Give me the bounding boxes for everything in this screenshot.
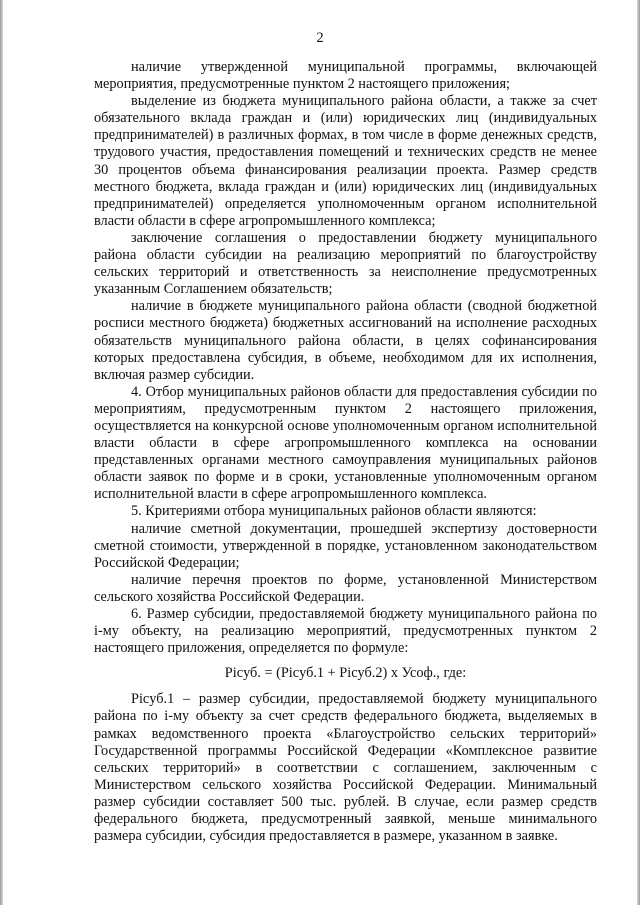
paragraph-cofinancing: выделение из бюджета муниципального района области, а также за счет обязательного вклада граждан и (или) юридических лиц (индивидуальных предпринимателей) в различных формах, в том числе в форме денежных средств, трудового участия, предоставления помещений и технических средств не менее 30 процентов объема финансирования реализации проекта. Размер средств местного бюджета, вклада граждан и (или) юридических лиц (индивидуальных предпринимателей) определяется уполномоченным органом исполнительной власти области в сфере агропромышленного комплекса; [94,93,597,229]
page-number: 2 [316,30,324,46]
paragraph-criteria-project-list: наличие перечня проектов по форме, установленной Министерством сельского хозяйства Российской Федерации. [94,571,597,605]
paragraph-selection: 4. Отбор муниципальных районов области для предоставления субсидии по мероприятиям, предусмотренным пунктом 2 настоящего приложения, осуществляется на конкурсной основе уполномоченным органом исполнительной власти области в сфере агропромышленного комплекса на основании представленных органами местного самоуправления муниципальных районов области заявок по форме и в сроки, установленные уполномоченным органом исполнительной власти в сфере агропромышленного комплекса. [94,383,597,503]
paragraph-criteria-heading: 5. Критериями отбора муниципальных районов области являются: [131,503,537,520]
paragraph-criteria-estimate: наличие сметной документации, прошедшей экспертизу достоверности сметной стоимости, утвержденной в порядке, установленном законодательством Российской Федерации; [94,520,597,571]
document-body [94,59,597,845]
paragraph-formula-explanation: Ріcуб.1 – размер субсидии, предоставляемой бюджету муниципального района по i-му объекту за счет средств федерального бюджета, выделяемых в рамках ведомственного проекта «Благоустройство сельских территорий» Государственной программы Российской Федерации «Комплексное развитие сельских территорий» в соответствии с соглашением, заключенным с Министерством сельского хозяйства Российской Федерации. Минимальный размер субсидии составляет 500 тыс. рублей. В случае, если размер средств федерального бюджета, предусмотренный заявкой, меньше минимального размера субсидии, субсидия предоставляется в размере, указанном в заявке. [94,691,597,845]
paragraph-program: наличие утвержденной муниципальной программы, включающей мероприятия, предусмотренные пунктом 2 настоящего приложения; [94,59,597,93]
paragraph-budget-allocations: наличие в бюджете муниципального района области (сводной бюджетной росписи местного бюджета) бюджетных ассигнований на исполнение расходных обязательств муниципального района области, в целях софинансирования которых предоставлена субсидия, в объеме, необходимом для их исполнения, включая размер субсидии. [94,298,597,383]
paragraph-agreement: заключение соглашения о предоставлении бюджету муниципального района области субсидии на реализацию мероприятий по благоустройству сельских территорий и ответственность за неисполнение предусмотренных указанным Соглашением обязательств; [94,229,597,298]
paragraph-subsidy-size: 6. Размер субсидии, предоставляемой бюджету муниципального района по i-му объекту, на реализацию мероприятий, предусмотренных пунктом 2 настоящего приложения, определяется по формуле: [94,606,597,657]
subsidy-formula: Ріcуб. = (Ріcуб.1 + Ріcуб.2) х Усоф., где: [224,665,467,682]
scan-edge-left [0,0,3,905]
